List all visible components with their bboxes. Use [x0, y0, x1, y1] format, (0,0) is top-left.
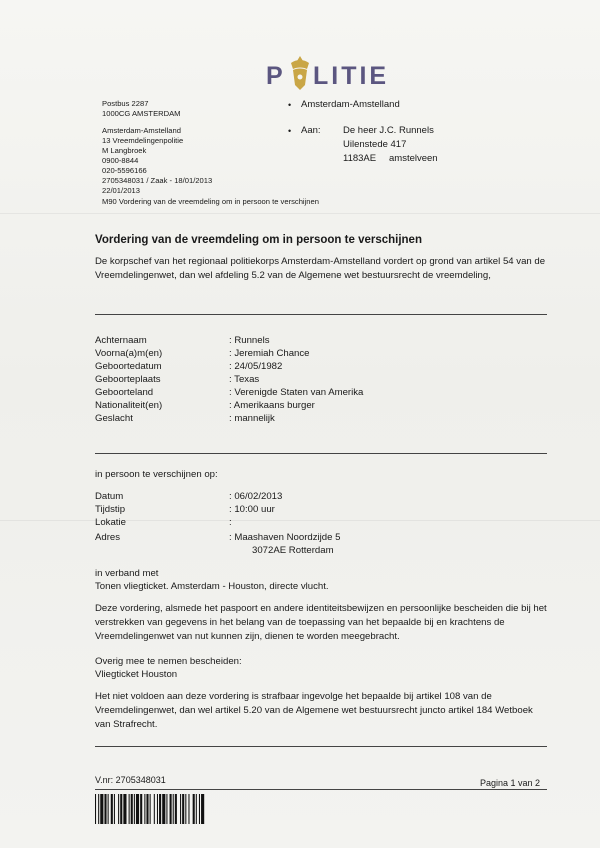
footer-page-number: Pagina 1 van 2 [480, 778, 541, 788]
barcode-bar [144, 794, 145, 824]
barcode-bar [188, 794, 189, 824]
penalty-paragraph: Het niet voldoen aan deze vordering is strafbaar ingevolge het bepaalde bij artikel 108 van de Vreemdelingenwet, dan wel artikel 5.20 van de Algemene wet bestuursrecht juncto artikel 184 Wetboek van Strafrecht. [95, 691, 533, 730]
divider [95, 314, 547, 315]
barcode-bar [104, 794, 106, 824]
divider [95, 789, 547, 790]
barcode-bar [146, 794, 148, 824]
barcode-bar [175, 794, 177, 824]
barcode-bar [162, 794, 165, 824]
intro-paragraph: De korpschef van het regionaal politiekorps Amsterdam-Amstelland vordert op grond van artikel 54 van de Vreemdelingenwet, dan wel afdeling 5.2 van de Algemene wet bestuursrecht de vreemdeling, [95, 256, 546, 281]
barcode-bar [180, 794, 181, 824]
barcode-bar [134, 794, 135, 824]
recipient-city: amstelveen [389, 153, 438, 164]
logo-text-p: P [266, 62, 286, 90]
barcode-bar [123, 794, 126, 824]
barcode-bar [193, 794, 195, 824]
paper-fold [0, 520, 600, 521]
barcode-bar [157, 794, 158, 824]
barcode-bar [120, 794, 122, 824]
bullet-icon: • [288, 100, 292, 110]
recipient-aan-label: Aan: [301, 125, 321, 136]
bullet-icon: • [288, 126, 292, 136]
barcode-bar [129, 794, 130, 824]
appear-heading: in persoon te verschijnen op: [95, 469, 218, 480]
paper-fold [0, 213, 600, 214]
recipient-name: De heer J.C. Runnels [343, 125, 434, 136]
document-page: P LITIE Postbus 2287 1000CG AMSTERDAM Amsterdam-Amstelland 13 Vreemdelingenpolitie M Langbroek 0900-8844 020-5596166 2705348031 / Zaak - 18/01/2013 22/01/2013 M90 Vordering van de vreemdeling om in persoon te verschijnen • Amsterdam-Amstelland • Aan: De heer J.C. Runnels Uilenstede 417 1183AE amstelveen Vordering van de vreemdeling om in persoon te verschijnen De korpschef van het regionaal politiekorps Amsterdam-Amstelland vordert op grond van artikel 54 van de Vreemdelingenwet, dan wel afdeling 5.2 van de Algemene wet bestuursrecht de vreemdeling, Achternaam : Runnels Voorna(a)m(en) : Jeremiah Chance Geboortedatum : 24/05/1982 Geboorteplaats : Texas Geboorteland : Verenigde Staten van Amerika Nationaliteit(en) : Amerikaans burger Geslacht : mannelijk in persoon te verschijnen op: Datum : 06/02/2013 Tijdstip : 10:00 uur Lokatie : Adres : Maashaven Noordzijde 5 3072AE Rotterdam in verband met Tonen vliegticket. Amsterdam - Houston, directe vlucht. Deze vordering, alsmede het paspoort en andere identiteitsbewijzen en persoonlijke bescheiden die bij het verstrekken van gegevens in het belang van de toepassing van het bepaalde bij en krachtens de Vreemdelingenwet van nut kunnen zijn, dienen te worden meegebracht. Overig mee te nemen bescheiden: Vliegticket Houston Het niet voldoen aan deze vordering is strafbaar ingevolge het bepaalde bij artikel 108 van de Vreemdelingenwet, dan wel artikel 5.20 van de Algemene wet bestuursrecht juncto artikel 184 Wetboek van Strafrecht. V.nr: 2705348031 Pagina 1 van 2 [0, 0, 600, 848]
barcode-bar [131, 794, 133, 824]
recipient-region: Amsterdam-Amstelland [301, 99, 400, 110]
barcode-bar [136, 794, 139, 824]
barcode-bar [185, 794, 186, 824]
overig-text: Vliegticket Houston [95, 669, 178, 680]
barcode-bar [154, 794, 155, 824]
barcode-bar [95, 794, 96, 824]
divider [95, 746, 547, 747]
overig-label: Overig mee te nemen bescheiden: [95, 656, 242, 667]
barcode-bar [114, 794, 115, 824]
divider [95, 453, 547, 454]
recipient-postcode: 1183AE [343, 153, 377, 164]
barcode-bar [108, 794, 109, 824]
barcode-bar [182, 794, 184, 824]
barcode-bar [199, 794, 200, 824]
page-title: Vordering van de vreemdeling om in persoon te verschijnen [95, 234, 422, 246]
barcode-bar [173, 794, 174, 824]
barcode-bar [159, 794, 161, 824]
barcode-bar [111, 794, 113, 824]
barcode-bar [170, 794, 172, 824]
verband-text: Tonen vliegticket. Amsterdam - Houston, directe vlucht. [95, 581, 329, 592]
recipient-street: Uilenstede 417 [343, 139, 407, 150]
barcode-bar [100, 794, 103, 824]
logo-text-rest: LITIE [313, 62, 390, 90]
barcode-bar [196, 794, 197, 824]
footer-vnr: V.nr: 2705348031 [95, 775, 166, 785]
barcode-bar [166, 794, 167, 824]
appointment-address-line2: 3072AE Rotterdam [252, 545, 334, 556]
barcode-bar [150, 794, 151, 824]
barcode-bar [98, 794, 99, 824]
barcode-bar [140, 794, 142, 824]
police-emblem-icon [287, 55, 313, 91]
verband-label: in verband met [95, 568, 159, 579]
barcode [95, 794, 300, 824]
documents-paragraph: Deze vordering, alsmede het paspoort en andere identiteitsbewijzen en persoonlijke bescheiden die bij het verstrekken van gegevens in het belang van de toepassing van het bepaalde bij en krachtens de Vreemdelingenwet van nut kunnen zijn, dienen te worden meegebracht. [95, 603, 547, 642]
barcode-bar [201, 794, 204, 824]
politie-logo [266, 55, 416, 95]
barcode-bar [118, 794, 119, 824]
